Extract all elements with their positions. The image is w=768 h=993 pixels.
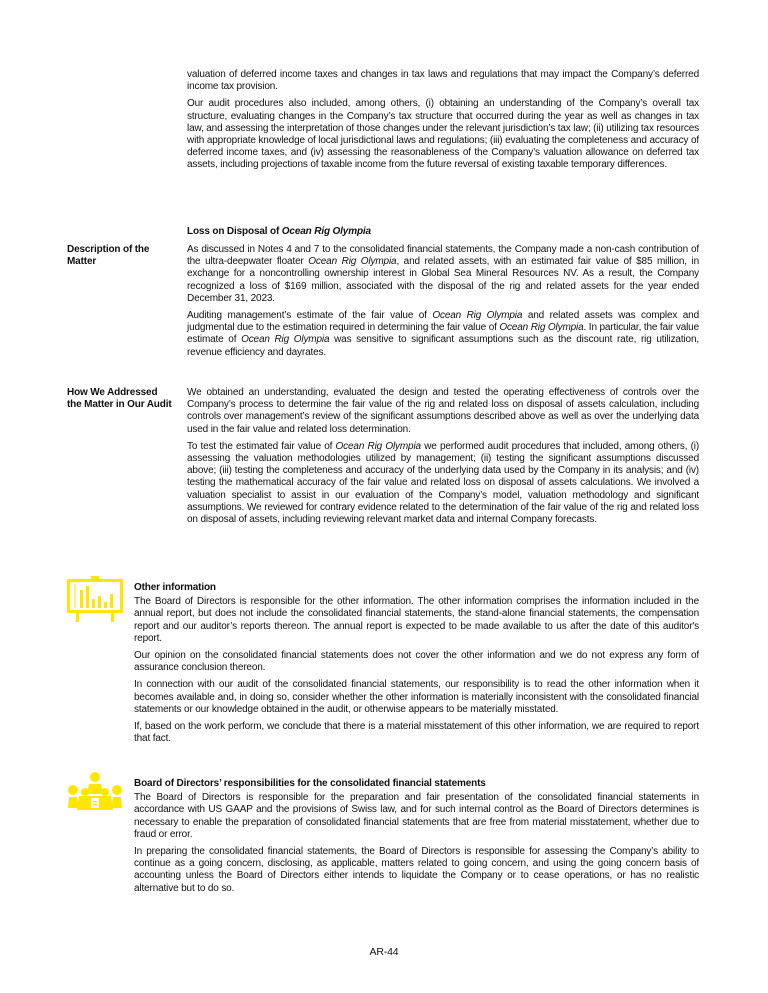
paragraph [134,721,699,745]
italic-text: Ocean Rig Olympia [308,256,397,268]
how-addressed-text [187,387,699,531]
paragraph [134,679,699,716]
paragraph [187,310,699,359]
text-segment: If, based on the work perform, we conclude that there is a material misstatement of this other information, we are required to report that fact. [134,721,699,745]
text-segment: To test the estimated fair value of [187,440,336,452]
description-of-matter-label: Description of the Matter [67,244,150,268]
page-number: AR-44 [369,946,399,958]
text-segment: . In particular, the fair value estimate of [187,322,699,346]
paragraph [134,596,699,645]
text-segment: , and related assets, with an estimated fair value of $85 million, in exchange for a noncontrolling ownership interest in Global Sea Mineral Resources NV. As a result, the Company recognized a loss of $169 million, associated with the disposal of the rig and related assets for the year ended December 31, 2023. [187,256,700,304]
description-of-matter-text [187,244,699,364]
paragraph [187,98,699,171]
board-responsibilities-heading: Board of Directors’ responsibilities for the consolidated financial statements [134,778,486,789]
text-segment: As discussed in Notes 4 and 7 to the consolidated financial statements, the Company made a non-cash contribution of the ultra-deepwater floater [187,244,699,268]
text-segment: Our opinion on the consolidated financial statements does not cover the other information and we do not express any form of assurance conclusion thereon. [134,650,699,674]
paragraph [187,387,699,436]
italic-text: Ocean Rig Olympia [241,334,330,346]
italic-text: Ocean Rig Olympia [432,310,523,322]
other-information-section [134,582,699,750]
italic-text: Ocean Rig Olympia [281,226,371,237]
tax-continuation-section [187,69,699,177]
paragraph [187,244,699,305]
how-addressed-label: How We Addressed the Matter in Our Audit [67,387,172,411]
text-segment: Loss on Disposal of [187,226,282,237]
text-segment: Our audit procedures also included, among others, (i) obtaining an understanding of the Company’s overall tax structure, evaluating changes in the Company’s tax structure that occurred during the year as well as changes in tax law, and assessing the interpretation of those changes under the relevant jurisdiction’s tax law; (ii) utilizing tax resources with appropriate knowledge of local jurisdictional laws and regulations; (iii) evaluating the completeness and accuracy of deferred income taxes, and (iv) assessing the reasonableness of the Company’s valuation allowance on deferred tax assets, including projections of taxable income from the future reversal of existing taxable temporary differences. [187,98,699,171]
other-information-heading: Other information [134,582,216,593]
text-segment: In preparing the consolidated financial statements, the Board of Directors is responsible for assessing the Company’s ability to continue as a going concern, disclosing, as applicable, matters related to going concern, and using the going concern basis of accounting unless the Board of Directors either intends to liquidate the Company or to cease operations, or has no realistic alternative but to do so. [134,846,699,894]
paragraph [187,69,699,93]
italic-text: Ocean Rig Olympia [335,440,421,452]
paragraph [134,650,699,674]
text-segment: In connection with our audit of the consolidated financial statements, our responsibility is to read the other information when it becomes available and, in doing so, consider whether the other information is materially inconsistent with the consolidated financial statements or our knowledge obtained in the audit, or otherwise appears to be materially misstated. [134,679,699,715]
meeting-table-icon [67,772,123,817]
text-segment: we performed audit procedures that included, among others, (i) assessing the valuation methodologies utilized by management; (ii) testing the significant assumptions discussed above; (iii) testing the completeness and accuracy of the underlying data used by the Company in its analysis; and (iv) testing the mathematical accuracy of the fair value and related loss on disposal of assets calculations. We involved a valuation specialist to assist in our evaluation of the Company’s model, valuation methodology and significant assumptions. We reviewed for contrary evidence related to the determination of the fair value of the rig and related loss on disposal of assets, including reviewing relevant market data and internal Company forecasts. [187,440,700,526]
loss-on-disposal-heading [187,226,699,238]
text-segment: Auditing management’s estimate of the fair value of [187,310,433,322]
text-segment: and related assets was complex and judgmental due to the estimation required in determining the fair value of [187,310,699,334]
text-segment: The Board of Directors is responsible for the other information. The other information comprises the information included in the annual report, but does not include the consolidated financial statements, the stand-alone financial statements, the compensation report and our auditor’s reports thereon. The annual report is expected to be made available to us after the date of this auditor's report. [134,596,699,644]
board-responsibilities-section [134,778,699,900]
paragraph [187,441,699,526]
text-segment: The Board of Directors is responsible for the preparation and fair presentation of the consolidated financial statements in accordance with US GAAP and the provisions of Swiss law, and for such internal control as the Board of Directors determines is necessary to enable the preparation of consolidated financial statements that are free from material misstatement, whether due to fraud or error. [134,792,699,840]
presentation-chart-icon [67,576,123,627]
text-segment: valuation of deferred income taxes and changes in tax laws and regulations that may impact the Company’s deferred income tax provision. [187,69,699,93]
italic-text: Ocean Rig Olympia [499,322,584,334]
text-segment: We obtained an understanding, evaluated the design and tested the operating effectiveness of controls over the Company’s process to determine the fair value of the rig and related loss on disposal of assets calculation, including controls over management’s review of the significant assumptions described above as well as over the underlying data used in the fair value and related loss determination. [187,387,699,435]
text-segment: was sensitive to significant assumptions such as the discount rate, rig utilization, revenue efficiency and dayrates. [187,334,699,358]
paragraph [134,792,699,841]
paragraph [134,846,699,895]
